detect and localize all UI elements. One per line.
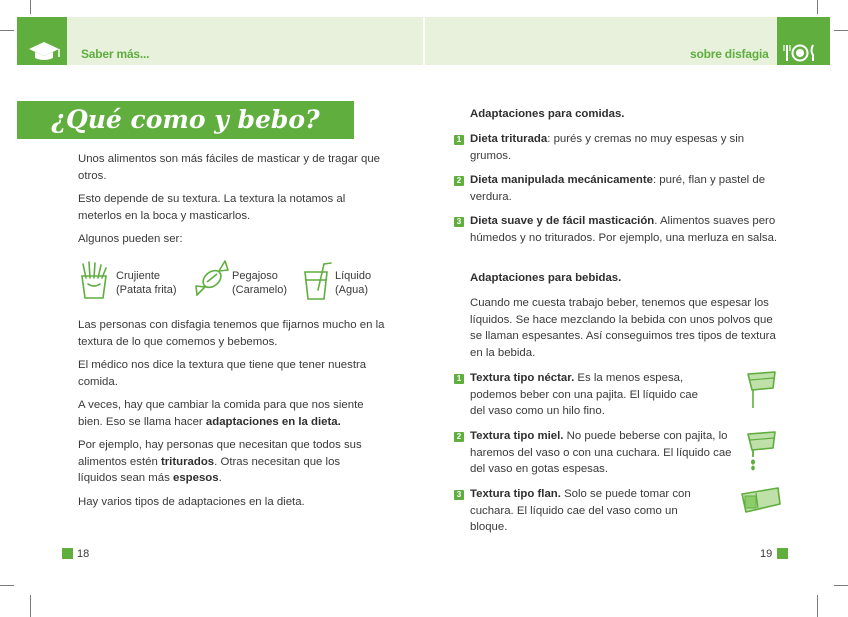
- number-badge: 2: [454, 432, 464, 442]
- pouring-glass-thin-icon: [745, 368, 781, 410]
- paragraph-4: Por ejemplo, hay personas que necesitan que todos sus alimentos estén triturados. Otras necesitan que los líquidos sean más espesos.: [78, 439, 362, 484]
- number-badge: 2: [454, 176, 464, 186]
- page-number-right: 19: [760, 548, 773, 560]
- crop-mark: [834, 30, 848, 31]
- texture-label-sticky: [232, 269, 287, 297]
- texture-name: Líquido: [335, 270, 372, 282]
- page-number-left: 18: [77, 548, 90, 560]
- crop-mark: [817, 595, 818, 617]
- food-item-2: Dieta manipulada mecánicamente: puré, flan y pastel de verdura.: [470, 174, 766, 203]
- bold-term: adaptaciones en la dieta.: [205, 415, 341, 428]
- texture-example: (Agua): [335, 284, 369, 296]
- texture-example: (Caramelo): [232, 284, 288, 296]
- number-badge: 3: [454, 490, 464, 500]
- drink-item-1: Textura tipo néctar. Es la menos espesa, podemos beber con una pajita. El líquido cae del vaso como un hilo fino.: [470, 372, 698, 417]
- graduation-cap-icon: [17, 17, 67, 65]
- drink-item-3: Textura tipo flan. Solo se puede tomar con cuchara. El líquido cae del vaso como un bloque.: [470, 488, 691, 533]
- page-marker: [777, 548, 788, 559]
- food-item-3: Dieta suave y de fácil masticación. Alimentos suaves pero húmedos y no triturados. Por ejemplo, una merluza en salsa.: [470, 215, 778, 244]
- texture-name: Pegajoso: [232, 270, 278, 282]
- header-right-icon-box: [777, 17, 830, 65]
- number-badge: 1: [454, 374, 464, 384]
- crop-mark: [30, 595, 31, 617]
- drink-heading: Adaptaciones para bebidas.: [470, 272, 622, 284]
- bold-term: triturados: [160, 455, 215, 468]
- number-badge: 1: [454, 135, 464, 145]
- drink-item-2: Textura tipo miel. No puede beberse con pajita, lo haremos del vaso o con una cuchara. El líquido cae del vaso en gotas espesas.: [470, 430, 732, 475]
- intro-paragraph-1: Unos alimentos son más fáciles de masticar y de tragar que otros.: [78, 153, 380, 182]
- page-title: ¿Qué como y bebo?: [51, 105, 320, 134]
- header-band-left: [17, 17, 423, 65]
- french-fries-icon: [77, 260, 111, 300]
- crop-mark: [817, 0, 818, 14]
- header-right-label: sobre disfagia: [690, 47, 769, 61]
- food-item-1: Dieta triturada: purés y cremas no muy espesas y sin grumos.: [470, 133, 745, 162]
- glass-straw-icon: [300, 260, 334, 302]
- drink-intro: Cuando me cuesta trabajo beber, tenemos que espesar los líquidos. Se hace mezclando la bebida con unos polvos que se llaman espesantes. Así conseguimos tres tipos de textura en la bebida.: [470, 297, 776, 359]
- crop-mark: [834, 585, 848, 586]
- crop-mark: [0, 30, 14, 31]
- tilted-glass-block-icon: [738, 484, 784, 516]
- paragraph-1: Las personas con disfagia tenemos que fijarnos mucho en la textura de lo que comemos y bebemos.: [78, 319, 385, 348]
- paragraph-5: Hay varios tipos de adaptaciones en la dieta.: [78, 496, 305, 508]
- title-banner: [17, 101, 354, 139]
- texture-example: (Patata frita): [116, 284, 177, 296]
- intro-paragraph-3: Algunos pueden ser:: [78, 233, 183, 245]
- pouring-glass-drops-icon: [745, 428, 781, 472]
- number-badge: 3: [454, 217, 464, 227]
- food-heading: Adaptaciones para comidas.: [470, 108, 625, 120]
- texture-label-liquid: [335, 269, 371, 297]
- plate-cutlery-icon: [777, 17, 830, 65]
- texture-label-crunchy: [116, 269, 177, 297]
- paragraph-2: El médico nos dice la textura que tiene que tener nuestra comida.: [78, 359, 367, 388]
- paragraph-3: A veces, hay que cambiar la comida para que nos siente bien. Eso se llama hacer adaptaciones en la dieta.: [78, 399, 364, 428]
- page-marker: [62, 548, 73, 559]
- intro-paragraph-2: Esto depende de su textura. La textura la notamos al meterlos en la boca y masticarlos.: [78, 193, 346, 222]
- header-band-right: [425, 17, 830, 65]
- texture-name: Crujiente: [116, 270, 161, 282]
- header-left-icon-box: [17, 17, 67, 65]
- crop-mark: [0, 585, 14, 586]
- bold-term: espesos: [172, 472, 219, 484]
- crop-mark: [30, 0, 31, 14]
- header-left-label: Saber más...: [81, 47, 150, 61]
- candy-icon: [192, 258, 232, 300]
